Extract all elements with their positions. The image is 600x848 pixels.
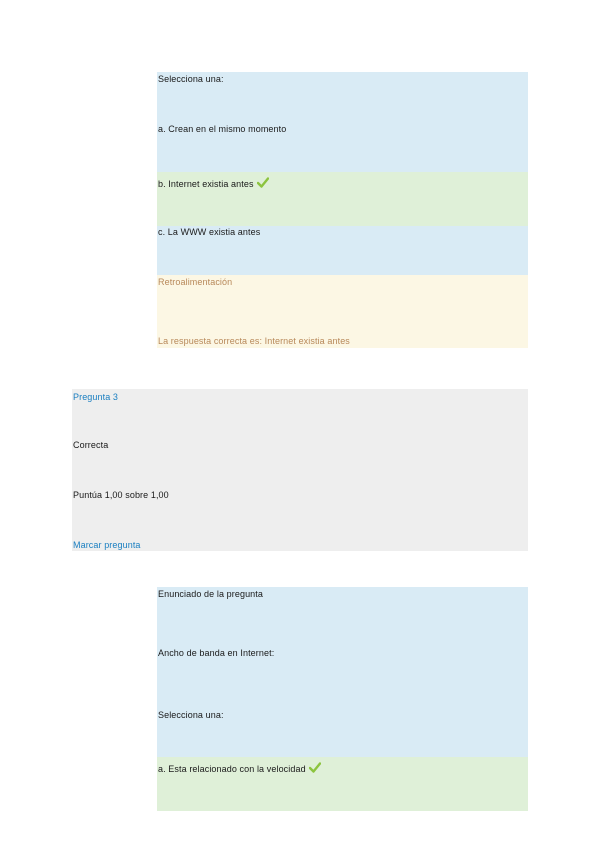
q3-statement-block [157,587,528,757]
q2-feedback-title: Retroalimentación [158,277,233,287]
q3-option-a[interactable] [158,762,321,774]
flag-question-link[interactable]: Marcar pregunta [73,540,141,550]
q2-prompt: Selecciona una: [158,74,224,84]
q2-option-a[interactable]: a. Crean en el mismo momento [158,124,287,134]
q3-question: Ancho de banda en Internet: [158,648,275,658]
q3-prompt: Selecciona una: [158,710,224,720]
q3-option-a-label: a. Esta relacionado con la velocidad [158,764,306,774]
checkmark-icon [309,762,321,773]
q2-prompt-block [157,72,528,172]
q2-feedback-answer: La respuesta correcta es: Internet existia antes [158,336,350,346]
q3-score: Puntúa 1,00 sobre 1,00 [73,490,169,500]
q3-title: Pregunta 3 [73,392,119,402]
q3-info-box [72,389,528,551]
q3-status: Correcta [73,440,109,450]
q2-option-b-label: b. Internet existia antes [158,179,254,189]
q2-option-c[interactable]: c. La WWW existia antes [158,227,261,237]
checkmark-icon [257,177,269,188]
q3-statement-label: Enunciado de la pregunta [158,589,263,599]
q2-option-b[interactable] [158,177,269,189]
